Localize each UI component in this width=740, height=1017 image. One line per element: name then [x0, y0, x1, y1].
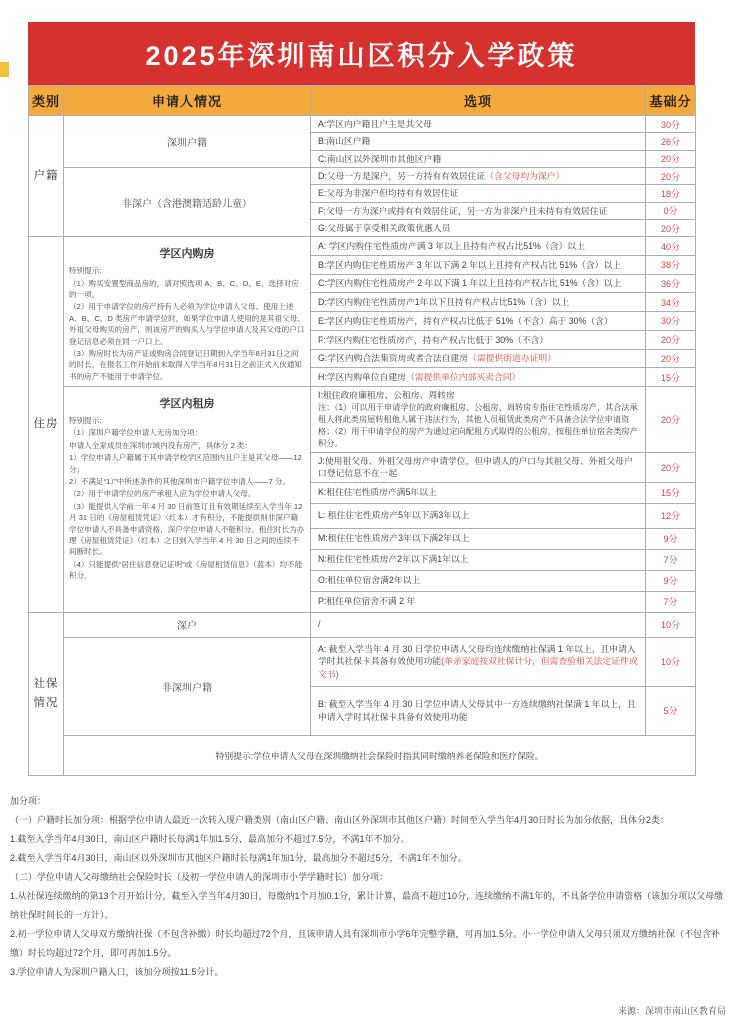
- buy-score-b: 38分: [646, 255, 696, 274]
- buy-score-d: 34分: [646, 293, 696, 312]
- policy-table: [28, 85, 696, 776]
- buy-notes-title: 特别提示:: [69, 266, 102, 276]
- bonus-line: 2.截至入学当年4月30日，南山区以外深圳市其他区户籍时长每满1年加1分，最高加分不超过5分，不满1年不加分。: [10, 853, 467, 864]
- table-row: [29, 612, 696, 637]
- rent-option-p: P:租住单位宿舍不满 2 年: [311, 591, 646, 612]
- hukou-option-b: B:南山区户籍: [311, 133, 646, 150]
- option-text: I:租住政府廉租房、公租房、周转房: [318, 390, 455, 401]
- rent-score-o: 9分: [646, 570, 696, 591]
- applicant-cell-shenhu: 深户: [64, 612, 311, 637]
- option-text: D:父母一方是深户，另一方持有有效居住证: [318, 170, 486, 181]
- rent-notes: [69, 415, 305, 581]
- hukou-score-b: 26分: [646, 133, 696, 150]
- option-red-note: （需提供单位内部买卖合同）: [405, 372, 521, 383]
- rent-note-line: （3）能提供入学前一年 4 月 30 日前签订且有效期延续至入学当年 12 月 31 日的《房屋租赁凭证》（红本）才有积分，不能提供则非深户籍学位申请人不具备申请资格，深户学位申请人不能积分。租住时长为办理《房屋租赁凭证》（红本）之日到入学当年 4 月 30 日之间的连续不间断时长。: [69, 501, 305, 557]
- applicant-cell-non-shenhu: 非深户（含港澳籍适龄儿童）: [64, 167, 311, 236]
- category-cell-zhufang: 住房: [29, 237, 64, 612]
- applicant-cell-non-shenzhen-hukou: 非深圳户籍: [64, 637, 311, 735]
- corner-accent: [0, 62, 9, 77]
- option-text: A: 截至入学当年 4 月 30 日学位申请人父母均连续缴纳社保满 1 年以上，且申请入学时其社保卡具备有效使用功能: [318, 644, 636, 667]
- social-score-shenhu: 10分: [646, 612, 696, 637]
- social-score-b: 5分: [646, 686, 696, 735]
- hukou-score-c: 20分: [646, 150, 696, 167]
- applicant-cell-buy: [64, 237, 311, 387]
- rent-option-k: K:租住住宅性质房产满5年以上: [311, 482, 646, 503]
- rent-note-line: 2）不满足“1）”中所述条件的其他深圳市户籍学位申请人——7 分。: [69, 477, 291, 487]
- table-row: [29, 167, 696, 184]
- social-option-a: [311, 637, 646, 686]
- table-row: [29, 237, 696, 256]
- column-header-option: 选项: [311, 86, 646, 116]
- hukou-option-f: F:父母一方为深户或持有有效居住证，另一方为非深户且未持有有效居住证: [311, 202, 646, 219]
- column-header-applicant: 申请人情况: [64, 86, 311, 116]
- option-red-note: （含父母均为深户）: [485, 170, 565, 181]
- buy-option-f: F:学区内购住宅性质房产，持有产权占比低于 30%（不含）: [311, 330, 646, 349]
- bonus-line: （二）学位申请人父母缴纳社会保险时长（及初一学位申请人的深圳市小学学籍时长）加分项：: [10, 872, 389, 883]
- bonus-line: 2.初一学位申请人父母双方缴纳社保（不包含补缴）时长均超过72个月，且该申请人具有深圳市小学6年完整学籍，可再加1.5分。小一学位申请人父母只须双方缴纳社保（不包含补缴）时长均超过72个月，即可再加1.5分。: [10, 928, 721, 958]
- bonus-notes: [10, 792, 732, 982]
- rent-option-i-note: 注：（1）可以用于申请学位的政府廉租房、公租房、周转房专指住宅性质房产，其合法承租人将此类房屋转租他人属于违法行为，其他人员租赁此类房产不具备合法学位申请资格；（2）用于申请学位的房产为通过定向配租方式取得的公租房，按租住单位宿舍类房产积分。: [318, 403, 638, 449]
- hukou-score-a: 30分: [646, 116, 696, 133]
- rent-note-line: 申请人全家成员在深圳市域内没有房产，具体分 2 类：: [69, 440, 253, 450]
- category-cell-shebao: 社保情况: [29, 612, 64, 775]
- buy-note-line: （2）用于申请学位的房产持有人必须为学位申请人父母。使用上述 A、B、C、D 类房产申请学位时，如果学位申请人使用的是其祖父母、外祖父母购买的房产，则该房产的购买人与学位申请人及其父母的户口登记信息必须在同一户口上。: [69, 302, 305, 346]
- table-row: [29, 387, 696, 453]
- buy-note-line: （1）购买安置型商品房的，请对照选项 A、B、C、D、E，选择对应的一项。: [69, 278, 299, 299]
- rent-note-line: （2）用于申请学位的房产承租人应为学位申请人父母。: [69, 489, 256, 499]
- rent-label: 学区内租房: [159, 398, 215, 411]
- bonus-title: 加分项：: [10, 795, 47, 806]
- rent-score-m: 9分: [646, 528, 696, 549]
- rent-score-n: 7分: [646, 549, 696, 570]
- buy-option-h: [311, 368, 646, 387]
- rent-note-line: （4）只能提供“居住信息登记证明”或《房屋租赁信息》（蓝本）均不能积分。: [69, 559, 303, 581]
- option-text: H:学区内购单位自建房: [318, 372, 406, 383]
- buy-score-e: 30分: [646, 312, 696, 331]
- buy-score-a: 40分: [646, 237, 696, 256]
- applicant-cell-shenzhen-hukou: 深圳户籍: [64, 116, 311, 168]
- hukou-option-c: C:南山区以外深圳市其他区户籍: [311, 150, 646, 167]
- bonus-line: 1.从社保连续缴纳的第13个月开始计分，截至入学当年4月30日，每缴纳1个月加0.1分，累计计算，最高不超过10分，连续缴纳不满1年的，不具备学位申请资格（该加分项以父母缴纳社保时间长的一方计）。: [10, 891, 724, 920]
- rent-option-j: J:使用祖父母、外祖父母房产申请学位，但申请人的户口与其祖父母、外祖父母户口登记信息不在一起: [311, 452, 646, 482]
- table-row: [29, 735, 696, 775]
- hukou-option-d: [311, 167, 646, 184]
- buy-score-c: 36分: [646, 274, 696, 293]
- table-row: [29, 116, 696, 133]
- social-score-a: 10分: [646, 637, 696, 686]
- rent-note-line: 1）学位申请人户籍属于其申请学校学区范围内且户主是其父母——12分；: [69, 453, 302, 474]
- hukou-option-e: E:父母为非深户但均持有有效居住证: [311, 185, 646, 202]
- bonus-line: 3.学位申请人为深圳户籍人口，该加分项按11.5分计。: [10, 966, 224, 977]
- social-option-b: B: 截至入学当年 4 月 30 日学位申请人父母其中一方连续缴纳社保满 1 年以上，且申请入学时其社保卡具备有效使用功能: [311, 686, 646, 735]
- social-option-shenhu: /: [311, 612, 646, 637]
- bonus-line: （一）户籍时长加分项：根据学位申请人最近一次转入现户籍类别（南山区户籍、南山区外深圳市其他区户籍）时间至入学当年4月30日时长为加分依据，具体分2类：: [10, 815, 670, 826]
- column-header-score: 基础分: [646, 86, 696, 116]
- rent-score-p: 7分: [646, 591, 696, 612]
- buy-option-b: B:学区内购住宅性质房产 3 年以下满 2 年以上且持有产权占比 51%（含）以上: [311, 255, 646, 274]
- buy-label: 学区内购房: [159, 248, 215, 261]
- buy-option-a: A: 学区内购住宅性质房产满 3 年以上且持有产权占比51%（含）以上: [311, 237, 646, 256]
- rent-score-k: 15分: [646, 482, 696, 503]
- rent-option-o: O:租住单位宿舍满2年以上: [311, 570, 646, 591]
- rent-score-l: 12分: [646, 503, 696, 528]
- rent-score-i: 20分: [646, 387, 696, 453]
- hukou-option-a: A:学区内户籍且户主是其父母: [311, 116, 646, 133]
- option-text: G:学区内购合法集资房或者合法自建房: [318, 353, 469, 364]
- option-red-note: (单亲家庭按双社保计分，但需查验相关法定证件或文书): [318, 656, 638, 679]
- category-cell-hukou: 户籍: [29, 116, 64, 237]
- rent-option-l: L: 租住住宅性质房产5年以下满3年以上: [311, 503, 646, 528]
- bonus-line: 1.截至入学当年4月30日，南山区户籍时长每满1年加1.5分，最高加分不超过7.5分，不满1年不加分。: [10, 834, 410, 845]
- hukou-score-e: 18分: [646, 185, 696, 202]
- rent-notes-title: 特别提示:: [69, 416, 102, 426]
- buy-option-g: [311, 349, 646, 368]
- hukou-option-g: G:父母属于享受相关政策优惠人员: [311, 219, 646, 236]
- buy-score-f: 20分: [646, 330, 696, 349]
- buy-option-d: D:学区内购住宅性质房产1年以下且持有产权占比51%（含）以上: [311, 293, 646, 312]
- social-footer-note: 特别提示:学位申请人父母在深圳缴纳社会保险时指其同时缴纳养老保险和医疗保险。: [64, 735, 696, 775]
- applicant-cell-rent: [64, 387, 311, 613]
- buy-option-c: C:学区内购住宅性质房产 2 年以下满 1 年以上且持有产权占比 51%（含）以上: [311, 274, 646, 293]
- rent-option-i: [311, 387, 646, 453]
- buy-option-e: E:学区内购住宅性质房产，持有产权占比低于 51%（不含）高于 30%（含）: [311, 312, 646, 331]
- header-row: [29, 86, 696, 116]
- hukou-score-g: 20分: [646, 219, 696, 236]
- hukou-score-d: 20分: [646, 167, 696, 184]
- table-row: [29, 637, 696, 686]
- hukou-score-f: 0分: [646, 202, 696, 219]
- buy-notes: [69, 265, 305, 382]
- page-title: 2025年深圳南山区积分入学政策: [145, 41, 578, 71]
- rent-score-j: 20分: [646, 452, 696, 482]
- column-header-category: 类别: [29, 86, 64, 116]
- buy-score-h: 15分: [646, 368, 696, 387]
- title-banner: [28, 22, 695, 85]
- rent-option-n: N:租住住宅性质房产2年以下满1年以上: [311, 549, 646, 570]
- rent-note-line: （1）深圳户籍学位申请人无房加分项：: [69, 428, 203, 438]
- source-note: 来源：深圳市南山区教育局: [617, 1005, 726, 1016]
- rent-option-m: M:租住住宅性质房产3年以下满2年以上: [311, 528, 646, 549]
- option-red-note: （需提供街道办证明）: [468, 353, 557, 364]
- buy-note-line: （3）购房时长为房产证或购房合同登记日期到入学当年8月31日之间的时长，在报名工作开始前未取得入学当年8月31日之前正式入伙通知书的房产不能用于申请学位。: [69, 348, 302, 381]
- buy-score-g: 20分: [646, 349, 696, 368]
